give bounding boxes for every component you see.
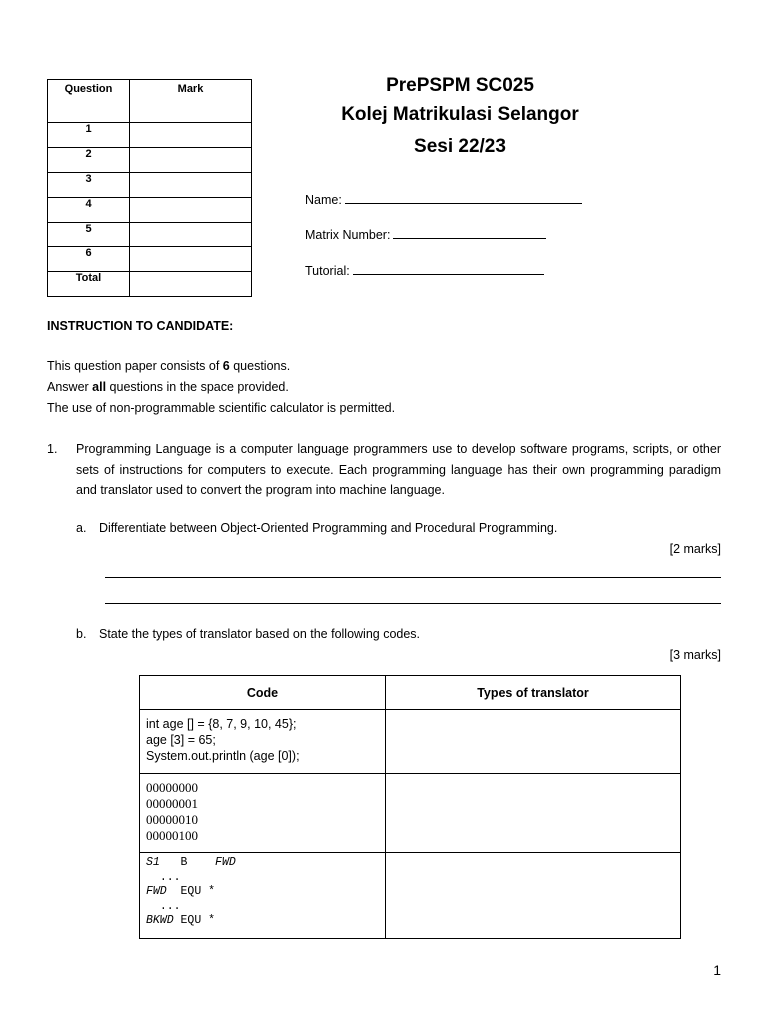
marks-header-mark: Mark — [130, 80, 252, 123]
marks-row-question: 4 — [48, 197, 130, 222]
answer-line[interactable] — [105, 577, 721, 578]
matrix-number-input-line[interactable] — [393, 225, 546, 239]
code-cell-java: int age [] = {8, 7, 9, 10, 45}; age [3] = 65; System.out.println (age [0]); — [140, 710, 386, 774]
marks-row-mark[interactable] — [130, 247, 252, 272]
part-b-text: State the types of translator based on the following codes. — [99, 627, 421, 641]
part-a-text: Differentiate between Object-Oriented Programming and Procedural Programming. — [99, 521, 558, 535]
marks-row-question: 5 — [48, 222, 130, 247]
part-b-label: b. — [76, 627, 87, 641]
table-row — [140, 853, 681, 939]
instruction-line-3: The use of non-programmable scientific calculator is permitted. — [47, 401, 396, 415]
matrix-number-label: Matrix Number: — [305, 228, 391, 242]
answer-line[interactable] — [105, 603, 721, 604]
marks-total-label: Total — [48, 272, 130, 297]
code-cell-assembly: S1 B FWD ... FWD EQU * ... BKWD EQU * — [140, 853, 386, 939]
table-row — [140, 774, 681, 853]
marks-row-question: 2 — [48, 147, 130, 172]
table-row — [140, 710, 681, 774]
instruction-heading: INSTRUCTION TO CANDIDATE: — [47, 319, 234, 333]
answer-cell[interactable] — [386, 710, 681, 774]
marks-total-value[interactable] — [130, 272, 252, 297]
name-field[interactable] — [305, 190, 582, 207]
matrix-number-field[interactable] — [305, 225, 546, 242]
part-a-label: a. — [76, 521, 87, 535]
part-a-marks: [2 marks] — [669, 542, 721, 556]
translator-table — [139, 675, 681, 939]
part-b-marks: [3 marks] — [669, 648, 721, 662]
question-1-text: Programming Language is a computer language programmers use to develop software programs, scripts, or other sets of instructions for computers to execute. Each programming language has their own programming paradigm and translator used to convert the program into machine language. — [76, 442, 721, 497]
page-number: 1 — [713, 962, 721, 978]
session-label: Sesi 22/23 — [414, 136, 506, 157]
question-1-number: 1. — [47, 442, 58, 456]
marks-row-question: 1 — [48, 123, 130, 148]
marks-row-mark[interactable] — [130, 222, 252, 247]
marks-row-question: 3 — [48, 172, 130, 197]
name-input-line[interactable] — [345, 190, 582, 204]
answer-cell[interactable] — [386, 774, 681, 853]
tutorial-input-line[interactable] — [353, 261, 544, 275]
marks-row-mark[interactable] — [130, 172, 252, 197]
instruction-line-2: Answer all questions in the space provided. — [47, 380, 289, 394]
table-header-code: Code — [140, 676, 386, 710]
tutorial-label: Tutorial: — [305, 264, 350, 278]
marks-row-question: 6 — [48, 247, 130, 272]
code-cell-machine: 00000000 00000001 00000010 00000100 — [140, 774, 386, 853]
marks-row-mark[interactable] — [130, 197, 252, 222]
instruction-line-1: This question paper consists of 6 questions. — [47, 359, 291, 373]
answer-cell[interactable] — [386, 853, 681, 939]
tutorial-field[interactable] — [305, 261, 544, 278]
marks-table — [47, 79, 252, 297]
marks-row-mark[interactable] — [130, 123, 252, 148]
college-name: Kolej Matrikulasi Selangor — [341, 104, 579, 125]
table-header-types: Types of translator — [386, 676, 681, 710]
name-label: Name: — [305, 193, 342, 207]
exam-title: PrePSPM SC025 — [386, 75, 534, 96]
marks-header-question: Question — [48, 80, 130, 123]
marks-row-mark[interactable] — [130, 147, 252, 172]
